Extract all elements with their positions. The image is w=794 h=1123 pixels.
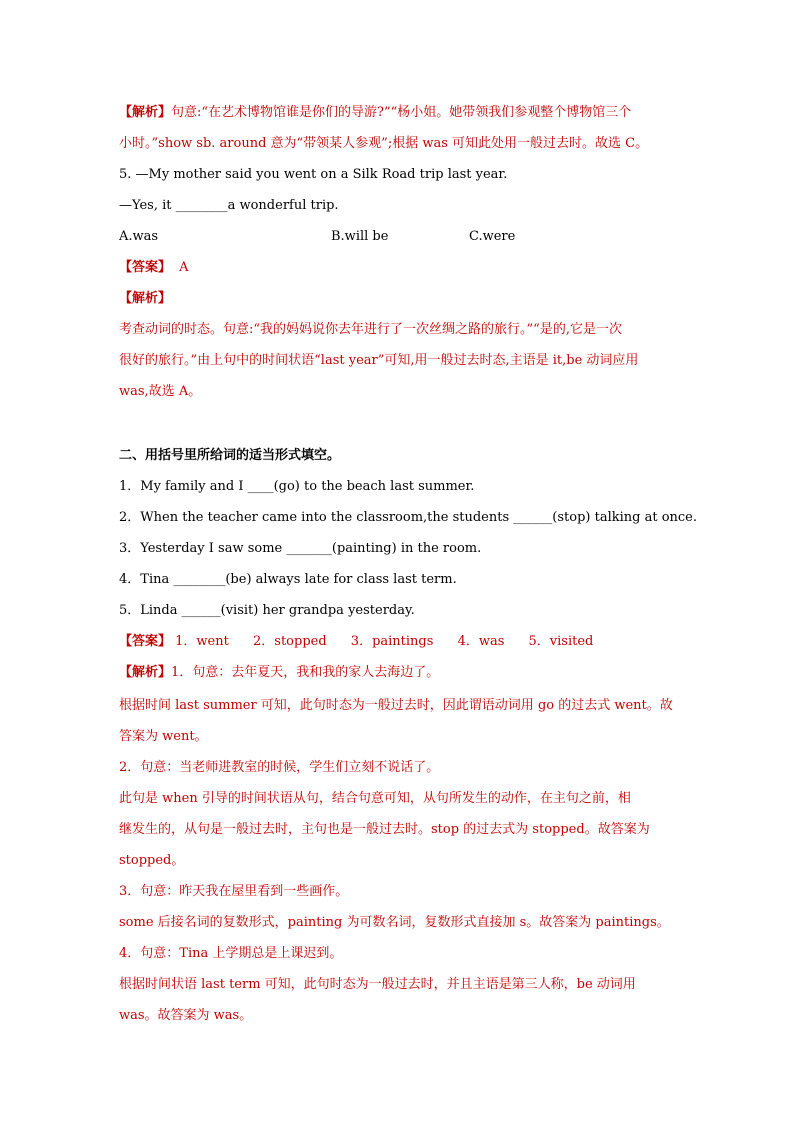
section2-explanation-q2-line1: 此句是 when 引导的时间状语从句，结合句意可知，从句所发生的动作，在主句之前，相 xyxy=(119,791,631,806)
section2-explanation-q4-line2: was。故答案为 was。 xyxy=(119,1008,253,1023)
q4-explanation-line1 xyxy=(119,104,631,122)
q4-explanation-text1: 句意:“在艺术博物馆谁是你们的导游?”“杨小姐。她带领我们参观整个博物馆三个 xyxy=(171,105,632,120)
section2-explanation-q2-title: 2．句意：当老师进教室的时候，学生们立刻不说话了。 xyxy=(119,760,440,775)
jiexi-label: 【解析】 xyxy=(119,665,172,680)
q5-option-a: A.was xyxy=(119,229,159,244)
section2-question-4: 4．Tina ________(be) always late for class last term. xyxy=(119,572,457,587)
section2-question-3: 3．Yesterday I saw some _______(painting) in the room. xyxy=(119,541,482,556)
q5-stem-line1: 5. —My mother said you went on a Silk Road trip last year. xyxy=(119,167,508,182)
q5-explanation-line1: 考查动词的时态。句意:“我的妈妈说你去年进行了一次丝绸之路的旅行。”“是的,它是一次 xyxy=(119,322,622,337)
section2-explanation-q1-line2: 答案为 went。 xyxy=(119,729,208,744)
section2-explanation-q1-title: 1．句意：去年夏天，我和我的家人去海边了。 xyxy=(171,665,440,680)
section2-explanation-q1-line1: 根据时间 last summer 可知，此句时态为一般过去时，因此谓语动词用 go 的过去式 went。故 xyxy=(119,698,673,713)
q5-jiexi-label: 【解析】 xyxy=(119,291,172,306)
section2-answer-4: 4．was xyxy=(457,634,505,649)
q5-stem-line2: —Yes, it ________a wonderful trip. xyxy=(119,198,339,213)
section2-explanation-q2-line3: stopped。 xyxy=(119,853,185,868)
section2-explanation-q4-line1: 根据时间状语 last term 可知，此句时态为一般过去时，并且主语是第三人称，be 动词用 xyxy=(119,977,636,992)
section2-answer-3: 3．paintings xyxy=(350,634,434,649)
section2-answer-1: 1．went xyxy=(175,634,229,649)
q5-answer-line xyxy=(119,259,189,277)
section2-explanation-q3-title: 3．句意：昨天我在屋里看到一些画作。 xyxy=(119,884,349,899)
q4-explanation-line2: 小时。”show sb. around 意为“带领某人参观”;根据 was 可知此处用一般过去时。故选 C。 xyxy=(119,136,649,151)
section2-answer-5: 5．visited xyxy=(528,634,594,649)
section2-explanation-q2-line2: 继发生的，从句是一般过去时，主句也是一般过去时。stop 的过去式为 stopped。故答案为 xyxy=(119,822,650,837)
answer-label: 【答案】 xyxy=(119,634,172,649)
q5-explanation-line2: 很好的旅行。”由上句中的时间状语“last year”可知,用一般过去时态,主语是 it,be 动词应用 xyxy=(119,353,639,368)
q5-option-c: C.were xyxy=(469,229,516,244)
section2-answer-2: 2．stopped xyxy=(253,634,327,649)
section2-question-2: 2．When the teacher came into the classroom,the students ______(stop) talking at once. xyxy=(119,510,697,525)
section2-title: 二、用括号里所给词的适当形式填空。 xyxy=(119,448,341,463)
section2-explanation-q4-title: 4．句意：Tina 上学期总是上课迟到。 xyxy=(119,946,343,961)
section2-question-5: 5．Linda ______(visit) her grandpa yesterday. xyxy=(119,603,415,618)
section2-explanation-q1-title-line xyxy=(119,664,439,682)
section2-question-1: 1．My family and I ____(go) to the beach last summer. xyxy=(119,479,475,494)
section2-answers-line xyxy=(119,633,613,651)
jiexi-label: 【解析】 xyxy=(119,105,172,120)
answer-label: 【答案】 xyxy=(119,260,172,275)
q5-option-b: B.will be xyxy=(331,229,389,244)
q5-options xyxy=(0,228,794,246)
section2-explanation-q3-line1: some 后接名词的复数形式，painting 为可数名词，复数形式直接加 s。故答案为 paintings。 xyxy=(119,915,670,930)
q5-explanation-line3: was,故选 A。 xyxy=(119,384,202,399)
q5-answer-value: A xyxy=(179,260,189,275)
